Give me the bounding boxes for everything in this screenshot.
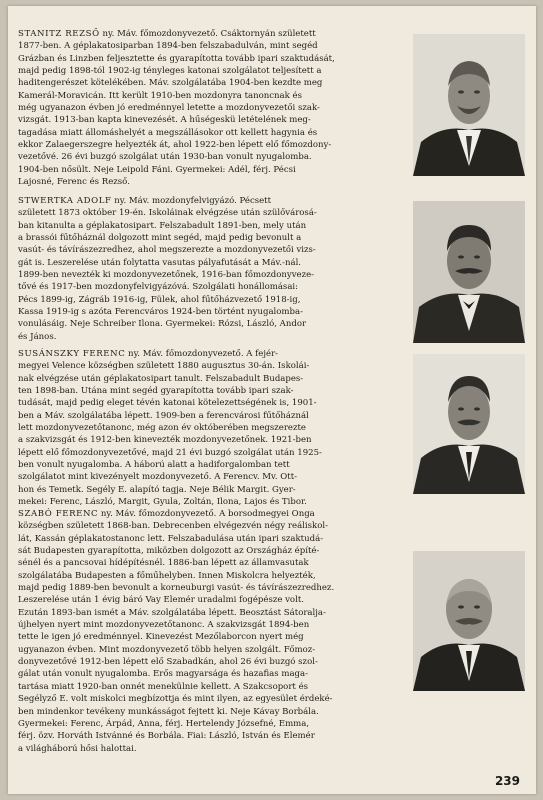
portrait-photo-1 (413, 34, 525, 176)
portrait-photo-4 (413, 551, 525, 691)
book-page (8, 6, 536, 794)
entry-stwertka (18, 195, 416, 343)
page-number: 239 (494, 774, 520, 788)
entry-stanitz (18, 28, 416, 188)
entry-susanszky (18, 348, 416, 508)
entry-text: ny. Máv. főmozdonyvezető. Csáktornyán született 1877-ben. A géplakatosiparban 1894-ben felszabadulván, mint segéd Grázban és Linzben feljesztette és gyarapította tovább ipari szaktudását, majd pedig 1898-tól 1902-ig tényleges katonai szolgálatot teljesített a haditengerészet kötelékében. Máv. szolgálatába 1904-ben kezdte meg Kamerál-Moravicán. Itt került 1910-ben mozdonyra tanoncnak és még ugyanazon évben jó eredménnyel letette a mozdonyvezetői szak- vizsgát. 1913-ban kapta kinevezését. A hűségeskü letételének meg- tagadása miatt állomáshelyét a megszállásokor ott kellett hagynia és ekkor Zalaegerszegre helyezték át, ahol 1922-ben lépett elő főmozdony- vezetővé. 26 évi buzgó szolgálat után 1930-ban vonult nyugalomba. 1904-ben nősült. Neje Leipold Fáni. Gyermekei: Adél, férj. Pécsi Lajosné, Ferenc és Rezső. (18, 29, 335, 188)
portrait-photo-2 (413, 201, 525, 343)
entry-szabo (18, 508, 416, 755)
entry-text: ny. Máv. főmozdonyvezető. A borsodmegyei Onga községben született 1868-ban. Debrecenben elvégezvén négy reáliskol- lát, Kassán géplakatostanonc lett. Felszabadulása után ipari szaktudá- sát Budapesten gyarapította, miközben dolgozott az Országház építé- sénél és a pancsovai hídépítésnél. 1886-ban lépett az államvasutak szolgálatába Budapesten a főműhelyben. Innen Miskolcra helyezték, majd pedig 1889-ben bevonult a korneuburgi vasút- és távírászezredhez. Leszerelése után 1 évig báró Vay Elemér uradalmi fogépésze volt. Ezután 1893-ban ismét a Máv. szolgálatába lépett. Beosztást Sátoralja- újhelyen nyert mint mozdonyvezetőtanonc. A szakvizsgát 1894-ben tette le igen jó eredménnyel. Kinevezést Mezőlaborcon nyert még ugyanazon évben. Mint mozdonyvezető több helyen szolgált. Főmoz- donyvezetővé 1912-ben lépett elő Szabadkán, ahol 26 évi buzgó szol- gálat után vonult nyugalomba. Erős magyarsága és hazafias maga- tartása miatt 1920-ban onnét menekülnie kellett. A Szakcsoport és Segélyző E. volt miskolci megbízottja és mint ilyen, az egyesület érdeké- ben mindenkor tevékeny munkásságot fejtett ki. Neje Kávay Borbála. Gyermekei: Ferenc, Árpád, Anna, férj. Hertelendy Józsefné, Emma, férj. özv. Horváth Istvánné és Borbála. Fiai: László, István és Elemér a világháború hősi halottai. (18, 509, 335, 754)
entry-name: SZABÓ FERENC (18, 509, 99, 519)
entry-text: ny. Máv. főmozdonyvezető. A fejér- megyei Velence községben született 1880 augusztus 30-án. Iskolái- nak elvégzése után géplakatosipart tanult. Felszabadult Budapes- ten 1898-ban. Utána mint segéd gyarapította tovább ipari szak- tudását, majd pedig eleget tévén katonai kötelezettségének is, 1901- ben a Máv. szolgálatába lépett. 1909-ben a ferencvárosi fűtőháznál lett mozdonyvezetőtanonc, még azon év októberében megszerezte a szakvizsgát és 1912-ben kinevezték mozdonyvezetőnek. 1921-ben lépett elő főmozdonyvezetővé, majd 21 évi buzgó szolgálat után 1925- ben vonult nyugalomba. A háború alatt a hadiforgalomban tett szolgálatot mint kivezényelt mozdonyvezető. A Ferencv. Mv. Ott- hon és Temetk. Segély E. alapító tagja. Neje Bélik Margit. Gyer- mekei: Ferenc, László, Margit, Gyula, Zoltán, Ilona, Lajos és Tibor. (18, 349, 322, 508)
portrait-photo-3 (413, 354, 525, 494)
entry-text: ny. Máv. mozdonyfelvigyázó. Pécsett született 1873 október 19-én. Iskoláinak elvégzése után szülővárosá- ban kitanulta a géplakatosipart. Felszabadult 1891-ben, mely után a brassói fűtőháznál dolgozott mint segéd, majd pedig bevonult a vasút- és távírászezredhez, ahol megszerezte a mozdonyvezetői vizs- gát is. Leszerelése után folytatta vasutas pályafutását a Máv.-nál. 1899-ben nevezték ki mozdonyvezetőnek, 1916-ban főmozdonyveze- tővé és 1917-ben mozdonyfelvigyázóvá. Szolgálati honállomásai: Pécs 1899-ig, Zágráb 1916-ig, Fülek, ahol fűtőházvezető 1918-ig, Kassa 1919-ig s azóta Ferencváros 1924-ben történt nyugalomba- vonulásáig. Neje Schreiber Ilona. Gyermekei: Rózsi, László, Andor és János. (18, 196, 317, 342)
entry-name: STWERTKA ADOLF (18, 196, 112, 206)
entry-name: SUSÁNSZKY FERENC (18, 349, 126, 359)
entry-name: STANITZ REZSŐ (18, 29, 100, 39)
